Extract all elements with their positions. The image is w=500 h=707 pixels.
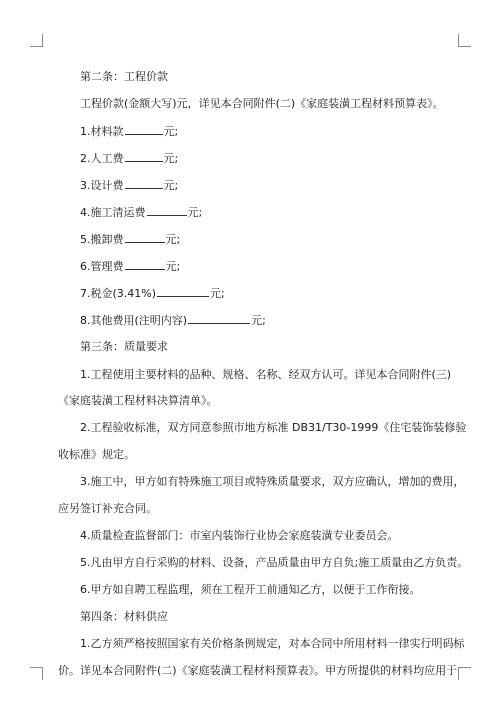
- crop-mark-bottom-right: [458, 667, 471, 680]
- fee-item-unit: 元;: [163, 152, 179, 165]
- fee-item-labor: [80, 151, 178, 165]
- fee-item-unit: 元;: [251, 314, 266, 327]
- fee-item-other: [80, 313, 266, 327]
- fee-item-label: 6.管理费: [80, 260, 124, 273]
- article-2-intro: 工程价款(金额大写)元，详见本合同附件(二)《家庭装潢工程材料预算表》。: [80, 97, 444, 110]
- fee-item-unit: 元;: [187, 206, 203, 219]
- article-3-p6: 6.甲方如自聘工程监理，须在工程开工前通知乙方，以便于工作衔接。: [80, 583, 421, 596]
- fill-blank: [157, 286, 209, 297]
- fee-item-management: [80, 259, 180, 273]
- fee-item-unit: 元;: [165, 260, 181, 273]
- article-3-p1-line1: 1.工程使用主要材料的品种、规格、名称、经双方认可。详见本合同附件(三): [80, 368, 452, 381]
- fee-item-unit: 元;: [210, 287, 225, 300]
- fee-item-unit: 元;: [163, 179, 179, 192]
- fee-item-label: 4.施工清运费: [80, 206, 146, 219]
- fill-blank: [125, 151, 163, 162]
- article-3-p3-line2: 应另签订补充合同。: [58, 502, 157, 515]
- fee-item-label: 8.其他费用(注明内容): [80, 314, 188, 327]
- crop-mark-bottom-left: [30, 667, 43, 680]
- article-4-heading: 第四条：材料供应: [80, 610, 168, 623]
- fee-item-design: [80, 178, 178, 192]
- article-3-p5: 5.凡由甲方自行采购的材料、设备，产品质量由甲方自负;施工质量由乙方负责。: [80, 556, 469, 569]
- fill-blank: [125, 124, 163, 135]
- article-2-heading: 第二条：工程价款: [80, 70, 168, 83]
- fee-item-cleanup: [80, 205, 202, 219]
- article-3-p4: 4.质量检查监督部门：市室内装饰行业协会家庭装潢专业委员会。: [80, 529, 399, 542]
- fill-blank: [147, 205, 187, 216]
- article-4-p1-line2: 价。详见本合同附件(二)《家庭装潢工程材料预算表》。甲方所提供的材料均应用于: [58, 664, 458, 677]
- fee-item-label: 5.搬卸费: [80, 233, 124, 246]
- article-3-p2-line1: 2.工程验收标准，双方同意参照市地方标准 DB31/T30-1999《住宅装饰装修验: [80, 421, 467, 434]
- fee-item-label: 7.税金(3.41%): [80, 287, 157, 300]
- article-4-p1-line1: 1.乙方须严格按照国家有关价格条例规定，对本合同中所用材料一律实行明码标: [80, 637, 465, 650]
- article-3-p1-line2: 《家庭装潢工程材料决算清单》。: [58, 394, 218, 407]
- fill-blank: [125, 178, 163, 189]
- article-3-p2-line2: 收标准》规定。: [58, 448, 135, 461]
- fee-item-handling: [80, 232, 180, 246]
- crop-mark-top-left: [30, 34, 43, 47]
- fee-item-label: 2.人工费: [80, 152, 124, 165]
- fill-blank: [125, 259, 165, 270]
- crop-mark-top-right: [458, 34, 471, 47]
- fill-blank: [125, 232, 165, 243]
- fee-item-unit: 元;: [163, 125, 179, 138]
- fee-item-label: 1.材料款: [80, 125, 124, 138]
- fee-item-unit: 元;: [165, 233, 181, 246]
- article-3-p3-line1: 3.施工中，甲方如有特殊施工项目或特殊质量要求，双方应确认，增加的费用，: [80, 475, 465, 488]
- fee-item-materials: [80, 124, 178, 138]
- article-3-heading: 第三条：质量要求: [80, 340, 168, 353]
- fill-blank: [188, 313, 250, 324]
- fee-item-label: 3.设计费: [80, 179, 124, 192]
- fee-item-tax: [80, 286, 225, 300]
